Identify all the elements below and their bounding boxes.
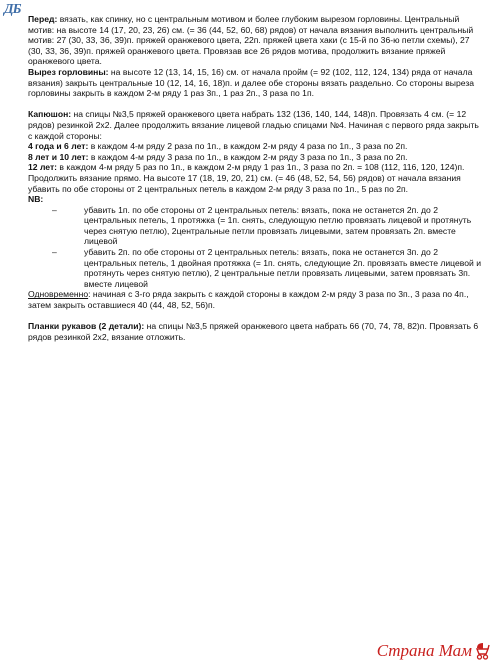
nb-item-text: убавить 1п. по обе стороны от 2 центральных петель: вязать, пока не останется 2п. до 2 центральных петель, 1 протяжка (= 1п. снять, следующую петлю провязать лицевой и протянуть через снятую петлю), 2центральные петли провязать лицевыми, затем провязать 2п. вместе лицевой <box>84 204 472 247</box>
size-8-10-paragraph <box>28 152 484 163</box>
sleeve-bands-label: Планки рукавов (2 детали): <box>28 321 145 332</box>
front-text: вязать, как спинку, но с центральным мотивом и более глубоким вырезом горловины. Центральный мотив: на высоте 14 (17, 20, 23, 26) см. (= 36 (44, 52, 60, 68) рядов) от начала вязания выполнить центральный мотив: 27 (30, 33, 36, 39)п. пряжей оранжевого цвета, 22п. пряжей цвета хаки (с 15-й по 36-ю петли схемы), 27 (30, 33, 36, 39)п. пряжей оранжевого цвета. Провязав все 26 рядов мотива, продолжить вязание пряжей оранжевого цвета. <box>28 14 474 67</box>
size-4-6-text: в каждом 4-м ряду 2 раза по 1п., в каждом 2-м ряду 4 раза по 1п., 3 раза по 2п. <box>88 141 408 152</box>
stroller-icon <box>474 642 490 660</box>
neckline-label: Вырез горловины: <box>28 66 109 77</box>
size-8-10-label: 8 лет и 10 лет: <box>28 151 89 162</box>
watermark-text: Страна Мам <box>376 641 472 660</box>
list-bullet: – <box>52 247 57 258</box>
size-4-6-paragraph <box>28 141 484 152</box>
sleeve-bands-text: на спицы №3,5 пряжей оранжевого цвета набрать 66 (70, 74, 78, 82)п. Провязать 6 рядов резинкой 2х2, вязание отложить. <box>28 321 479 342</box>
nb-item <box>28 205 484 247</box>
site-logo: ДБ <box>4 2 21 17</box>
hood-text: на спицы №3,5 пряжей оранжевого цвета набрать 132 (136, 140, 144, 148)п. Провязать 4 см. (= 12 рядов) резинкой 2х2. Далее продолжить вязание лицевой гладью спицами №4. Начиная с первого ряда закрыть с каждой стороны: <box>28 109 479 141</box>
front-paragraph <box>28 14 484 67</box>
sleeve-bands-paragraph <box>28 321 484 342</box>
watermark <box>377 641 490 661</box>
front-label: Перед: <box>28 14 58 24</box>
size-12-text: в каждом 4-м ряду 5 раз по 1п., в каждом 2-м ряду 1 раз 1п., 3 раза по 2п. = 108 (112, 116, 120, 124)п. Продолжить вязание прямо. На высоте 17 (18, 19, 20, 21) см. (= 46 (48, 52, 54, 56) рядов) от начала вязания убавить по обе стороны от 2 центральных петель в каждом 2-м ряду 3 раза по 1п., 5 раз по 2п. <box>28 162 465 194</box>
nb-list <box>28 205 484 290</box>
size-12-label: 12 лет: <box>28 162 58 173</box>
size-8-10-text: в каждом 4-м ряду 3 раза по 1п., в каждом 2-м ряду 3 раза по 1п., 3 раза по 2п. <box>88 151 408 162</box>
size-4-6-label: 4 года и 6 лет: <box>28 141 89 152</box>
neckline-paragraph <box>28 67 484 99</box>
size-12-paragraph <box>28 162 484 194</box>
list-bullet: – <box>52 204 57 215</box>
knitting-instructions <box>28 14 484 342</box>
nb-item <box>28 247 484 289</box>
simultaneously-paragraph <box>28 289 484 310</box>
paragraph-gap <box>28 99 484 110</box>
neckline-text: на высоте 12 (13, 14, 15, 16) см. от начала пройм (= 92 (102, 112, 124, 134) ряда от начала вязания) закрыть центральные 10 (12, 14, 16, 18)п. и далее обе стороны вязать раздельно. Со стороны выреза горловины закрыть в каждом 2-м ряду 1 раз 3п., 1 раз 2п., 3 раза по 1п. <box>28 66 475 99</box>
paragraph-gap <box>28 311 484 322</box>
nb-label: NB: <box>28 194 44 205</box>
simultaneously-text: : начиная с 3-го ряда закрыть с каждой стороны в каждом 2-м ряду 3 раза по 3п., 3 раза по 4п., затем закрыть оставшиеся 40 (44, 48, 52, 56)п. <box>28 289 469 311</box>
hood-label: Капюшон: <box>28 109 72 120</box>
simultaneously-label: Одновременно <box>28 289 89 300</box>
hood-paragraph <box>28 109 484 141</box>
nb-item-text: убавить 2п. по обе стороны от 2 центральных петель: вязать, пока не останется 3п. до 2 центральных петель, 1 двойная протяжка (= 1п. снять, следующие 2п. провязать вместе лицевой и протянуть через снятую петлю), 2 центральные петли провязать лицевыми, затем провязать 3п. вместе лицевой <box>84 247 482 289</box>
